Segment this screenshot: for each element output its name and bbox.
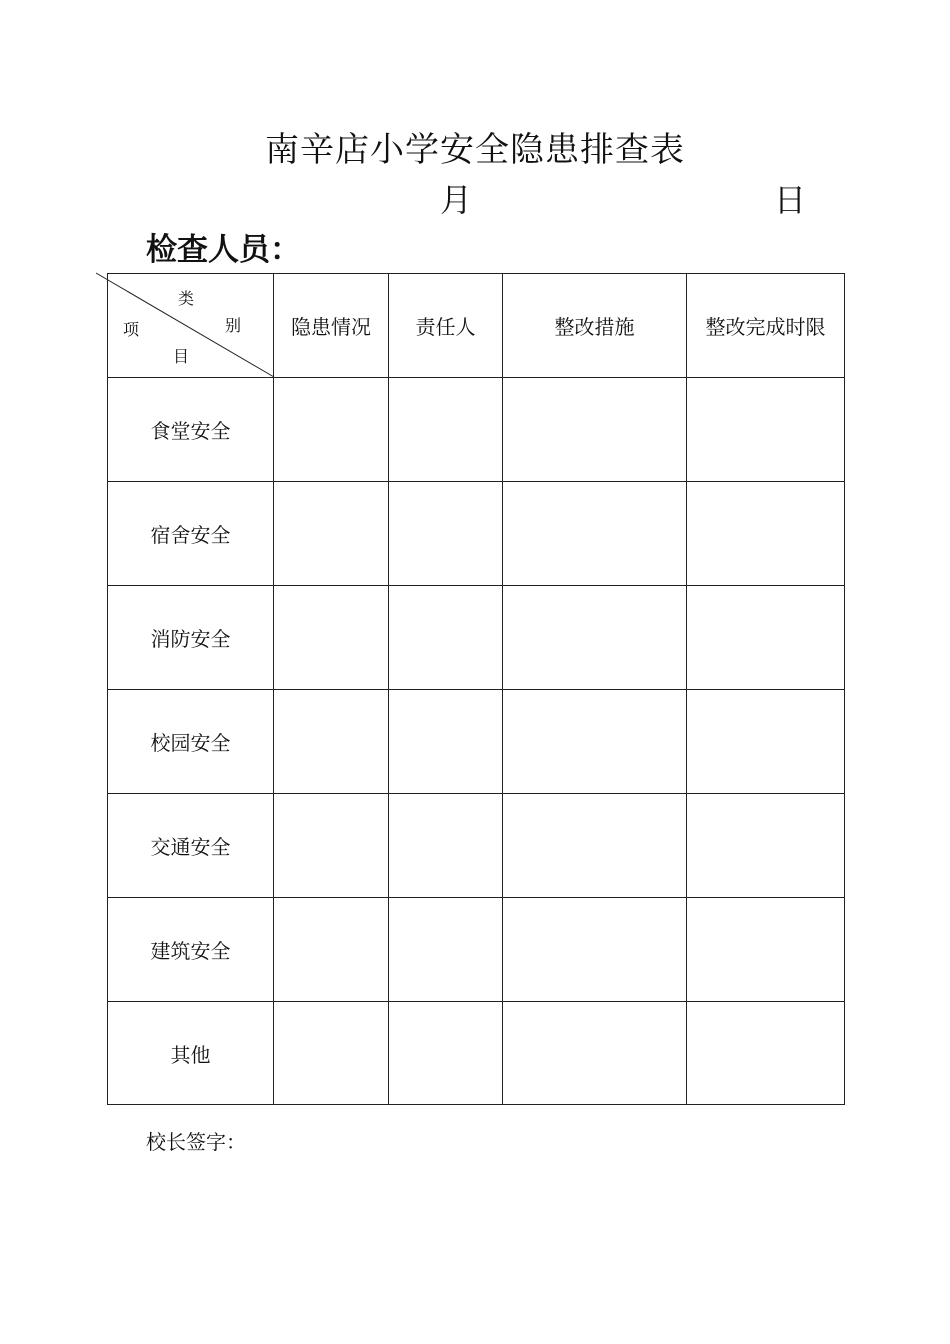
table-cell[interactable] (389, 586, 503, 690)
inspection-table (107, 273, 845, 1105)
inspection-table-wrapper (107, 273, 844, 1104)
column-header-responsible: 责任人 (389, 274, 503, 378)
table-cell[interactable] (274, 378, 389, 482)
table-cell[interactable] (687, 794, 845, 898)
table-row (108, 794, 845, 898)
row-label: 校园安全 (108, 690, 274, 794)
table-row (108, 586, 845, 690)
page-title: 南辛店小学安全隐患排查表 (265, 130, 685, 170)
table-cell[interactable] (687, 586, 845, 690)
table-cell[interactable] (687, 690, 845, 794)
table-cell[interactable] (687, 1002, 845, 1105)
table-cell[interactable] (274, 690, 389, 794)
principal-signature-label: 校长签字： (146, 1130, 246, 1154)
table-cell[interactable] (389, 898, 503, 1002)
corner-category-char-1: 类 (178, 289, 195, 308)
table-cell[interactable] (687, 898, 845, 1002)
table-row (108, 898, 845, 1002)
table-row (108, 1002, 845, 1105)
diagonal-header-cell (108, 274, 274, 378)
row-label: 其他 (108, 1002, 274, 1105)
table-cell[interactable] (503, 898, 687, 1002)
row-label: 宿舍安全 (108, 482, 274, 586)
table-cell[interactable] (503, 586, 687, 690)
table-cell[interactable] (274, 898, 389, 1002)
row-label: 建筑安全 (108, 898, 274, 1002)
table-row (108, 482, 845, 586)
row-label: 消防安全 (108, 586, 274, 690)
day-label: 日 (774, 181, 807, 219)
column-header-deadline: 整改完成时限 (687, 274, 845, 378)
corner-category-char-2: 别 (225, 316, 242, 335)
table-cell[interactable] (389, 1002, 503, 1105)
table-row (108, 690, 845, 794)
table-cell[interactable] (274, 1002, 389, 1105)
table-cell[interactable] (389, 690, 503, 794)
table-cell[interactable] (503, 690, 687, 794)
table-cell[interactable] (503, 794, 687, 898)
corner-item-char-2: 目 (173, 347, 190, 366)
header-row (108, 274, 845, 378)
table-cell[interactable] (389, 482, 503, 586)
inspector-label: 检查人员： (146, 232, 301, 268)
table-cell[interactable] (503, 378, 687, 482)
table-cell[interactable] (274, 586, 389, 690)
table-cell[interactable] (503, 1002, 687, 1105)
table-cell[interactable] (687, 378, 845, 482)
row-label: 食堂安全 (108, 378, 274, 482)
table-cell[interactable] (389, 794, 503, 898)
table-cell[interactable] (389, 378, 503, 482)
table-row (108, 378, 845, 482)
column-header-measures: 整改措施 (503, 274, 687, 378)
table-cell[interactable] (503, 482, 687, 586)
row-label: 交通安全 (108, 794, 274, 898)
corner-item-char-1: 项 (123, 320, 140, 339)
table-cell[interactable] (687, 482, 845, 586)
column-header-hazard: 隐患情况 (274, 274, 389, 378)
table-cell[interactable] (274, 482, 389, 586)
month-label: 月 (440, 181, 473, 219)
table-cell[interactable] (274, 794, 389, 898)
